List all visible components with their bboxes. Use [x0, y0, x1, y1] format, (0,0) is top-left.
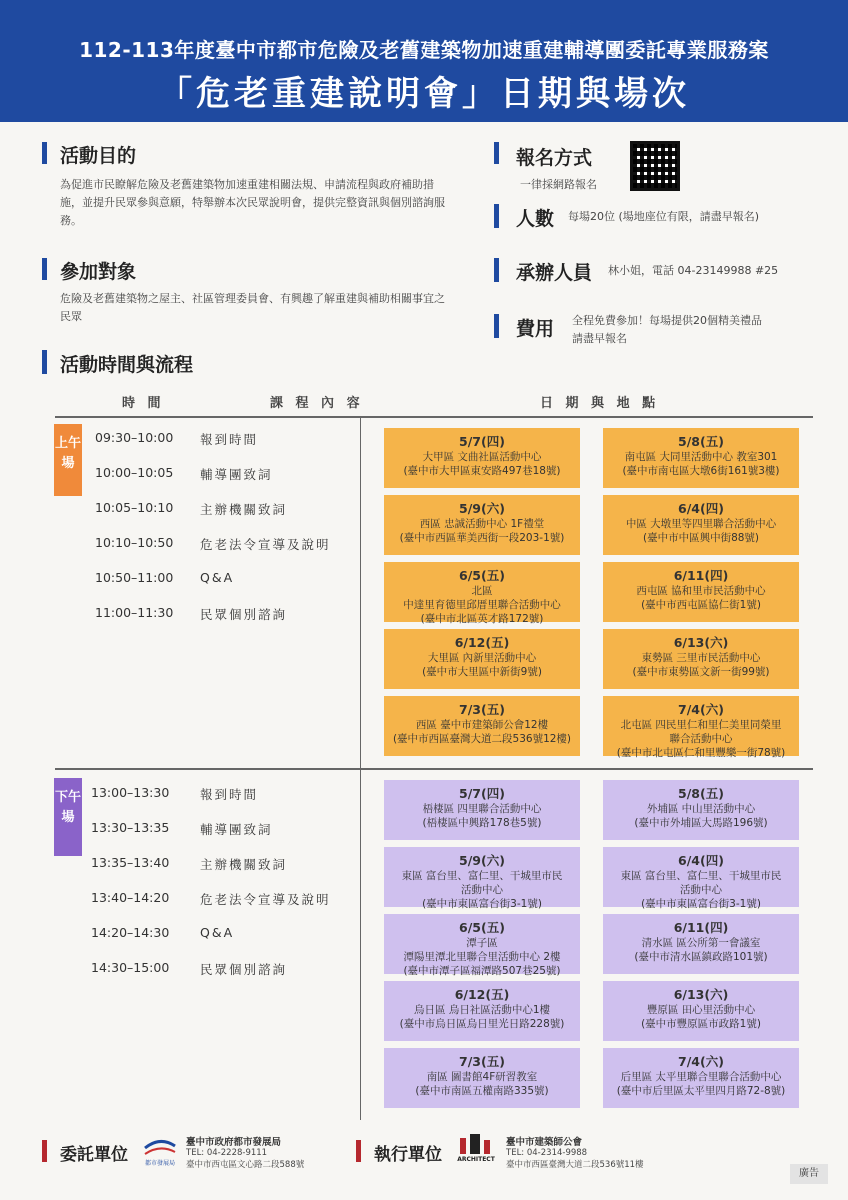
agenda-item: 民眾個別諮詢 — [200, 962, 288, 977]
contact-heading: 承辦人員 — [516, 262, 593, 284]
venue-card — [603, 696, 799, 759]
exec-name: 臺中市建築師公會 — [506, 1137, 583, 1148]
pm-session-tag — [54, 778, 82, 856]
venue-line: 梧棲區 四里聯合活動中心 — [422, 803, 542, 815]
venue-line: (臺中市大里區中新街9號) — [422, 666, 542, 678]
venue-line: (臺中市外埔區大馬路196號) — [634, 817, 768, 829]
table-divider-pm — [360, 770, 361, 1120]
commission-name: 臺中市政府都市發展局 — [186, 1137, 282, 1148]
agenda-time: 13:35–13:40 — [91, 855, 170, 870]
venue-line: (臺中市西區臺灣大道二段536號12樓) — [392, 733, 572, 745]
agenda-time: 14:30–15:00 — [91, 960, 170, 975]
venue-date: 5/8(五) — [678, 434, 724, 449]
venue-line: (臺中市東區富台街3-1號) — [641, 898, 761, 910]
venue-card — [603, 562, 799, 622]
urban-development-logo-icon — [140, 1136, 180, 1170]
venue-date: 6/12(五) — [454, 635, 510, 650]
venue-line: (臺中市東勢區文新一街99號) — [632, 666, 770, 678]
audience-body: 危險及老舊建築物之屋主、社區管理委員會、有興趣了解重建與補助相關事宜之民眾 — [60, 292, 445, 323]
venue-date: 7/3(五) — [459, 1054, 505, 1069]
venue-date: 6/12(五) — [454, 987, 510, 1002]
venue-date: 6/4(四) — [678, 853, 724, 868]
register-body: 一律採網路報名 — [520, 178, 597, 191]
venue-line: 北屯區 四民里仁和里仁美里同榮里 — [620, 719, 782, 731]
venue-date: 5/9(六) — [459, 853, 505, 868]
venue-line: 北區 — [471, 585, 493, 597]
agenda-item: 輔導團致詞 — [200, 467, 273, 482]
agenda-time: 10:00–10:05 — [95, 465, 174, 480]
exec-heading: 執行單位 — [374, 1145, 442, 1165]
venue-line: 潭子區 — [466, 937, 498, 949]
venue-card — [384, 914, 580, 977]
venue-card — [384, 847, 580, 910]
schedule-heading: 活動時間與流程 — [60, 354, 194, 376]
venue-card — [384, 696, 580, 756]
schedule-section-bar — [42, 350, 47, 374]
venue-card — [603, 780, 799, 840]
venue-line: 聯合活動中心 — [669, 733, 733, 745]
audience-section-bar — [42, 258, 47, 280]
venue-card — [384, 495, 580, 555]
venue-card — [603, 495, 799, 555]
venue-line: 豐原區 田心里活動中心 — [646, 1004, 756, 1016]
venue-line: 活動中心 — [680, 884, 722, 896]
agenda-time: 14:20–14:30 — [91, 925, 170, 940]
exec-address: 臺中市西區臺灣大道二段536號11樓 — [506, 1160, 644, 1170]
venue-date: 5/9(六) — [459, 501, 505, 516]
agenda-item: 主辦機關致詞 — [200, 857, 288, 872]
venue-card — [603, 428, 799, 488]
agenda-item: Q&A — [200, 925, 235, 940]
venue-date: 5/8(五) — [678, 786, 724, 801]
venue-line: 活動中心 — [461, 884, 503, 896]
venue-line: 大甲區 文曲社區活動中心 — [422, 451, 542, 463]
venue-date: 7/3(五) — [459, 702, 505, 717]
pm-session-label: 下午場 — [54, 790, 81, 825]
venue-line: 西區 忠誠活動中心 1F禮堂 — [419, 518, 545, 530]
venue-line: (臺中市南區五權南路335號) — [415, 1085, 549, 1097]
table-divider-am — [360, 418, 361, 768]
venue-line: (臺中市豐原區市政路1號) — [641, 1018, 761, 1030]
venue-line: 西區 臺中市建築師公會12樓 — [415, 719, 549, 731]
capacity-body: 每場20位 (場地座位有限，請盡早報名) — [568, 210, 760, 223]
agenda-time: 10:10–10:50 — [95, 535, 174, 550]
fee-line1: 全程免費參加！每場提供20個精美禮品 — [572, 314, 762, 327]
exec-logo-text: ARCHITECT — [457, 1156, 495, 1163]
venue-line: (臺中市西屯區協仁街1號) — [641, 599, 761, 611]
venue-line: (臺中市清水區鎮政路101號) — [634, 951, 768, 963]
ad-label: 廣告 — [790, 1164, 828, 1184]
agenda-item: Q&A — [200, 570, 235, 585]
agenda-time: 11:00–11:30 — [95, 605, 174, 620]
venue-card — [603, 1048, 799, 1108]
agenda-item: 民眾個別諮詢 — [200, 607, 288, 622]
agenda-time: 10:50–11:00 — [95, 570, 174, 585]
fee-line2: 請盡早報名 — [572, 332, 627, 345]
exec-section-bar — [356, 1140, 361, 1162]
venue-date: 6/5(五) — [459, 920, 505, 935]
agenda-time: 09:30–10:00 — [95, 430, 174, 445]
agenda-time: 13:40–14:20 — [91, 890, 170, 905]
venue-card — [384, 562, 580, 625]
fee-heading: 費用 — [516, 318, 555, 340]
contact-section-bar — [494, 258, 499, 282]
venue-date: 6/11(四) — [673, 920, 729, 935]
agenda-item: 危老法令宣導及說明 — [200, 537, 331, 552]
venue-line: 外埔區 中山里活動中心 — [646, 803, 756, 815]
agenda-item: 報到時間 — [200, 787, 259, 802]
venue-line: (臺中市西區華美西街一段203-1號) — [399, 532, 565, 544]
venue-date: 5/7(四) — [459, 786, 505, 801]
venue-line: 西屯區 協和里市民活動中心 — [636, 585, 766, 597]
agenda-time: 13:30–13:35 — [91, 820, 170, 835]
commission-heading: 委託單位 — [60, 1145, 128, 1165]
venue-line: 烏日區 烏日社區活動中心1樓 — [413, 1004, 551, 1016]
venue-date: 7/4(六) — [678, 1054, 724, 1069]
agenda-item: 輔導團致詞 — [200, 822, 273, 837]
venue-line: 東勢區 三里市民活動中心 — [641, 652, 761, 664]
venue-date: 6/13(六) — [673, 987, 729, 1002]
col-header-time: 時 間 — [122, 396, 165, 411]
capacity-heading: 人數 — [516, 208, 555, 230]
venue-date: 6/5(五) — [459, 568, 505, 583]
register-section-bar — [494, 142, 499, 164]
agenda-item: 報到時間 — [200, 432, 259, 447]
agenda-time: 13:00–13:30 — [91, 785, 170, 800]
agenda-item: 危老法令宣導及說明 — [200, 892, 331, 907]
venue-line: 潭陽里潭北里聯合里活動中心 2樓 — [403, 951, 561, 963]
venue-card — [384, 1048, 580, 1108]
banner-title-line1: 112-113年度臺中市都市危險及老舊建築物加速重建輔導團委託專業服務案 — [79, 38, 769, 62]
venue-line: 東區 富台里、富仁里、干城里市民 — [620, 870, 782, 882]
venue-card — [603, 981, 799, 1041]
register-heading: 報名方式 — [516, 147, 593, 169]
am-session-tag — [54, 424, 82, 496]
venue-line: (臺中市烏日區烏日里光日路228號) — [399, 1018, 565, 1030]
venue-line: (臺中市大甲區東安路497巷18號) — [403, 465, 561, 477]
venue-date: 6/11(四) — [673, 568, 729, 583]
venue-line: (臺中市北屯區仁和里豐樂一街78號) — [616, 747, 786, 759]
col-header-content: 課 程 內 容 — [270, 396, 364, 411]
venue-date: 6/4(四) — [678, 501, 724, 516]
venue-card — [603, 847, 799, 910]
venue-line: (臺中市南屯區大墩6街161號3樓) — [622, 465, 780, 477]
venue-card — [603, 629, 799, 689]
purpose-section-bar — [42, 142, 47, 164]
architect-association-logo-icon — [452, 1134, 500, 1166]
venue-line: 清水區 區公所第一會議室 — [641, 937, 761, 949]
purpose-body: 為促進市民瞭解危險及老舊建築物加速重建相關法規、申請流程與政府補助措施，並提升民眾參與意願，特舉辦本次民眾說明會，提供完整資訊與個別諮詢服務。 — [60, 178, 445, 227]
capacity-section-bar — [494, 204, 499, 228]
venue-line: (臺中市潭子區福潭路507巷25號) — [403, 965, 561, 977]
venue-line: 東區 富台里、富仁里、干城里市民 — [401, 870, 563, 882]
col-header-venue: 日 期 與 地 點 — [540, 396, 660, 411]
banner-title-line2: 「危老重建說明會」日期與場次 — [158, 74, 690, 114]
commission-tel: TEL: 04-2228-9111 — [186, 1148, 268, 1158]
venue-date: 7/4(六) — [678, 702, 724, 717]
venue-line: 南區 圖書館4F研習教室 — [426, 1071, 538, 1083]
table-mid-rule — [55, 768, 813, 770]
venue-line: (臺中市東區富台街3-1號) — [422, 898, 542, 910]
venue-card — [384, 981, 580, 1041]
venue-card — [384, 629, 580, 689]
venue-line: (臺中市中區興中街88號) — [642, 532, 760, 544]
venue-line: (臺中市北區英才路172號) — [420, 613, 544, 625]
am-session-label: 上午場 — [54, 436, 81, 471]
table-top-rule — [55, 416, 813, 418]
agenda-time: 10:05–10:10 — [95, 500, 174, 515]
purpose-heading: 活動目的 — [60, 145, 137, 167]
qr-code-icon[interactable] — [630, 141, 680, 191]
venue-line: 南屯區 大同里活動中心 教室301 — [624, 451, 778, 463]
venue-line: (臺中市后里區太平里四月路72-8號) — [616, 1085, 786, 1097]
exec-tel: TEL: 04-2314-9988 — [506, 1148, 588, 1158]
commission-section-bar — [42, 1140, 47, 1162]
venue-date: 6/13(六) — [673, 635, 729, 650]
venue-line: 大里區 內新里活動中心 — [427, 652, 537, 664]
contact-body: 林小姐，電話 04-23149988 #25 — [608, 264, 779, 277]
venue-card — [384, 428, 580, 488]
commission-address: 臺中市西屯區文心路二段588號 — [186, 1160, 305, 1170]
commission-logo-text: 都市發展局 — [144, 1160, 175, 1167]
venue-card — [384, 780, 580, 840]
header-banner — [0, 0, 848, 122]
agenda-item: 主辦機關致詞 — [200, 502, 288, 517]
venue-line: 中達里育德里邱厝里聯合活動中心 — [403, 599, 561, 611]
audience-heading: 參加對象 — [60, 261, 137, 283]
venue-line: 后里區 太平里聯合里聯合活動中心 — [620, 1071, 782, 1083]
venue-card — [603, 914, 799, 974]
venue-line: 中區 大墩里等四里聯合活動中心 — [625, 518, 777, 530]
fee-section-bar — [494, 314, 499, 338]
venue-date: 5/7(四) — [459, 434, 505, 449]
venue-line: (梧棲區中興路178巷5號) — [422, 817, 542, 829]
